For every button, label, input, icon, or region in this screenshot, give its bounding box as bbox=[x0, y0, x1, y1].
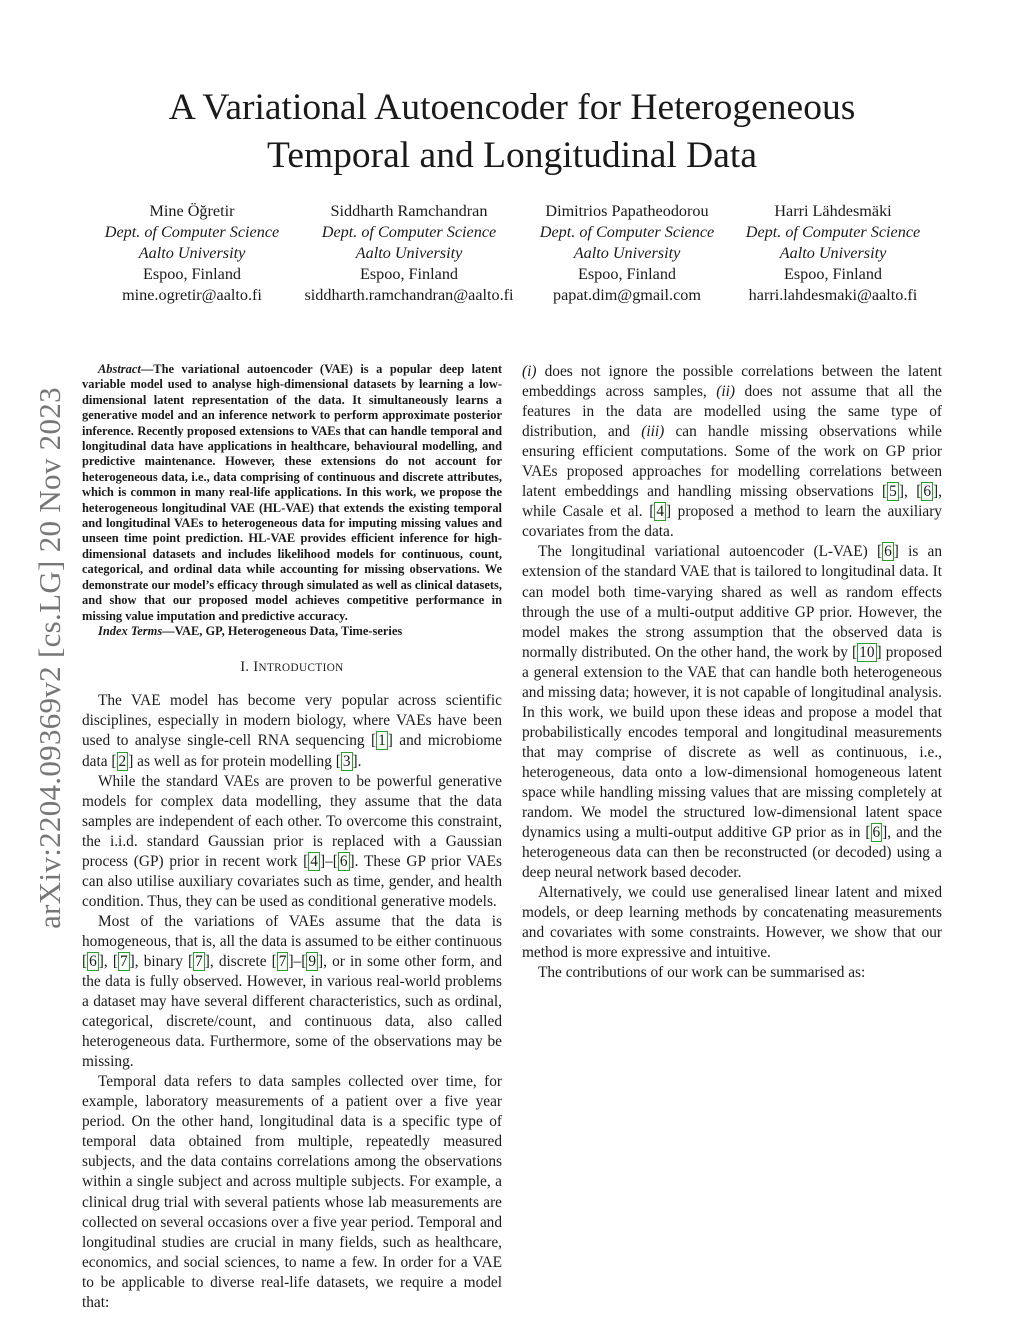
citation-link[interactable]: 6 bbox=[884, 543, 892, 561]
left-column bbox=[82, 362, 502, 1313]
author-location: Espoo, Finland bbox=[359, 265, 459, 283]
right-column bbox=[522, 362, 942, 983]
citation-link[interactable]: 3 bbox=[342, 752, 351, 770]
author-department: Dept. of Computer Science bbox=[745, 223, 921, 241]
citation-link[interactable]: 1 bbox=[378, 732, 386, 750]
author-block bbox=[0, 201, 1024, 311]
author-location: Espoo, Finland bbox=[783, 265, 883, 283]
author-name: Mine Öğretir bbox=[149, 202, 235, 220]
index-terms-dash: — bbox=[162, 623, 175, 638]
arxiv-identifier-text: arXiv:2204.09369v2 [cs.LG] 20 Nov 2023 bbox=[32, 387, 67, 929]
abstract-label: Abstract bbox=[98, 362, 141, 376]
enumeration-marker: (i) bbox=[522, 363, 537, 380]
text-run: as well as for protein modelling bbox=[133, 752, 336, 770]
citation-link[interactable]: 7 bbox=[195, 952, 203, 970]
author-name: Harri Lähdesmäki bbox=[774, 202, 892, 220]
text-run: . These GP prior VAEs can also utilise auxiliary covariates such as time, gender, and health condition. Thus, they can be used as conditional generative models. bbox=[82, 852, 502, 910]
text-run: The VAE model has become very popular across scientific disciplines, especially in modern biology, where VAEs have been used to analyse single-cell RNA sequencing bbox=[82, 692, 502, 750]
abstract-text: The variational autoencoder (VAE) is a popular deep latent variable model used to analyse high-dimensional datasets by learning a low-dimensional latent representation of the data. It simultaneously learns a generative model and an inference network to perform approximate posterior inference. Recently proposed extensions to VAEs that can handle temporal and longitudinal data have applications in healthcare, behavioural modelling, and predictive maintenance. However, these extensions do not account for heterogeneous data, i.e., data comprising of continuous and discrete attributes, which is common in many real-life applications. In this work, we propose the heterogeneous longitudinal VAE (HL-VAE) that extends the existing temporal and longitudinal VAEs to heterogeneous data for imputing missing values and unseen time point prediction. HL-VAE provides efficient inference for high-dimensional datasets and includes likelihood models for continuous, count, categorical, and ordinal data while accounting for missing observations. We demonstrate our model’s efficacy through simulated as well as clinical datasets, and show that our proposed model achieves competitive performance in missing value imputation and predictive accuracy. bbox=[82, 362, 502, 623]
text-run: can handle missing observations while ensuring efficient computations. Some of the work on GP prior VAEs proposed approaches for modelling correlations between latent embeddings and handling missing observations bbox=[522, 423, 942, 501]
author-department: Dept. of Computer Science bbox=[321, 223, 497, 241]
author-university: Aalto University bbox=[573, 244, 681, 262]
text-run: , binary bbox=[134, 952, 188, 970]
section-heading-introduction bbox=[82, 657, 502, 678]
author-email: siddharth.ramchandran@aalto.fi bbox=[304, 286, 514, 304]
index-terms-label: Index Terms bbox=[98, 623, 163, 638]
citation-link[interactable]: 6 bbox=[339, 852, 348, 870]
abstract bbox=[82, 362, 502, 624]
text-run: does not ignore the possible correlations between the latent embeddings across samples, bbox=[522, 363, 942, 401]
arxiv-identifier-stamp bbox=[30, 348, 70, 968]
text-run: , discrete bbox=[209, 952, 272, 970]
index-terms-text: VAE, GP, Heterogeneous Data, Time-series bbox=[174, 623, 403, 638]
author-location: Espoo, Finland bbox=[577, 265, 677, 283]
text-run: , and the heterogeneous data can then be reconstructed (or decoded) using a deep neural network based decoder. bbox=[522, 824, 942, 882]
enumeration-marker: (ii) bbox=[716, 383, 736, 401]
author-2 bbox=[296, 201, 522, 306]
text-run: proposed a method to learn the auxiliary covariates from the data. bbox=[522, 503, 942, 541]
citation-link[interactable]: 6 bbox=[923, 483, 932, 501]
citation-link[interactable]: 7 bbox=[278, 952, 287, 970]
citation-link[interactable]: 2 bbox=[118, 752, 127, 770]
intro-paragraph-7 bbox=[522, 963, 942, 983]
author-department: Dept. of Computer Science bbox=[539, 223, 715, 241]
citation-link[interactable]: 4 bbox=[656, 503, 664, 521]
text-run: While the standard VAEs are proven to be powerful generative models for complex data modelling, they assume that the data samples are independent of each other. To overcome this constraint, the i.i.d. standard Gaussian prior is replaced with a Gaussian process (GP) prior in recent work bbox=[82, 772, 502, 870]
section-numeral: I. bbox=[240, 659, 254, 676]
text-run: Most of the variations of VAEs assume that the data is homogeneous, that is, all the data is assumed to be either continuous bbox=[82, 912, 502, 950]
author-4 bbox=[725, 201, 941, 306]
author-university: Aalto University bbox=[355, 244, 463, 262]
text-run: The contributions of our work can be summarised as: bbox=[538, 964, 866, 982]
author-email: papat.dim@gmail.com bbox=[553, 286, 701, 304]
text-run: , while Casale et al. bbox=[522, 483, 942, 521]
author-university: Aalto University bbox=[138, 244, 246, 262]
citation-link[interactable]: 5 bbox=[889, 483, 897, 501]
title-line-2: Temporal and Longitudinal Data bbox=[267, 135, 757, 176]
author-1 bbox=[84, 201, 300, 306]
text-run: does not assume that all the features in the data are modelled using the same type of distribution, and bbox=[522, 383, 942, 441]
text-run: Alternatively, we could use generalised linear latent and mixed models, or deep learning methods by concatenating measurements and covariates with some constraints. However, we show that our method is more expressive and intuitive. bbox=[522, 884, 942, 962]
citation-link[interactable]: 9 bbox=[308, 952, 317, 970]
text-run: . bbox=[357, 752, 362, 770]
intro-paragraph-2: While the standard VAEs are proven to be powerful generative models for complex data modelling, they assume that the data samples are independent of each other. To overcome this constraint, the i.i.d. standard Gaussian prior is replaced with a Gaussian process (GP) prior in recent work [ 4 ]–[ 6 ]. These GP prior VAEs can also utilise auxiliary covariates such as time, gender, and health condition. Thus, they can be used as conditional generative models. bbox=[82, 772, 502, 910]
section-title-rest: NTRODUCTION bbox=[258, 662, 344, 675]
text-run: is an extension of the standard VAE that is tailored to longitudinal data. It can model both time-varying shared as well as random effects through the use of a multi-output additive GP prior. However, the model makes the strong assumption that the observed data is normally distributed. On the other hand, the work by bbox=[522, 543, 943, 661]
author-department: Dept. of Computer Science bbox=[104, 223, 280, 241]
citation-link[interactable]: 4 bbox=[310, 852, 318, 870]
author-name: Siddharth Ramchandran bbox=[330, 202, 488, 220]
author-location: Espoo, Finland bbox=[142, 265, 242, 283]
text-run: , bbox=[103, 952, 113, 970]
text-run: and microbiome data bbox=[82, 732, 502, 770]
intro-paragraph-4-continued: (i) does not ignore the possible correlations between the latent embeddings across samples, (ii) does not assume that all the features in the data are modelled using the same type of distribution, and (iii) can handle missing observations while ensuring efficient computations. Some of the work on GP prior VAEs proposed approaches for modelling correlations between latent embeddings and handling missing observations [ 5 ], [ 6 ], while Casale et al. [ 4 ] proposed a method to learn the auxiliary covariates from the data. bbox=[522, 363, 942, 541]
text-run: , or in some other form, and the data is fully observed. However, in various real-world problems a dataset may have several different characteristics, such as ordinal, categorical, discrete/count, and continuous data, also called heterogeneous data. Furthermore, some of the observations may be missing. bbox=[82, 952, 502, 1071]
text-run: – bbox=[293, 952, 302, 970]
author-name: Dimitrios Papatheodorou bbox=[545, 202, 709, 220]
author-email: mine.ogretir@aalto.fi bbox=[122, 286, 262, 304]
citation-link[interactable]: 7 bbox=[119, 952, 128, 970]
title-line-1: A Variational Autoencoder for Heterogeneous bbox=[168, 87, 856, 128]
text-run: – bbox=[325, 852, 333, 870]
text-run: The longitudinal variational autoencoder (L-VAE) bbox=[538, 543, 877, 561]
author-email: harri.lahdesmaki@aalto.fi bbox=[748, 286, 918, 304]
text-run: , bbox=[903, 483, 917, 501]
citation-link[interactable]: 6 bbox=[872, 824, 881, 842]
paper-title bbox=[100, 84, 924, 180]
index-terms bbox=[82, 624, 502, 639]
citation-link[interactable]: 6 bbox=[89, 952, 97, 970]
citation-link[interactable]: 10 bbox=[859, 643, 875, 661]
enumeration-marker: (iii) bbox=[641, 423, 665, 441]
intro-paragraph-6 bbox=[522, 883, 942, 963]
text-run: proposed a general extension to the VAE that can handle both heterogeneous and missing data; however, it is not capable of longitudinal analysis. In this work, we build upon these ideas and propose a model that probabilistically encodes temporal and longitudinal measurements that may comprise of discrete as well as continuous, i.e., heterogeneous, data onto a low-dimensional homogeneous latent space while handling missing values that are missing completely at random. We model the structured low-dimensional latent space dynamics using a multi-output additive GP prior as in bbox=[522, 643, 942, 842]
section-initial: I bbox=[253, 659, 259, 676]
author-university: Aalto University bbox=[779, 244, 887, 262]
intro-paragraph-5: The longitudinal variational autoencoder (L-VAE) [ 6 ] is an extension of the standard VAE that is tailored to longitudinal data. It can model both time-varying shared as well as random effects through the use of a multi-output additive GP prior. However, the model makes the strong assumption that the observed data is normally distributed. On the other hand, the work by [ 10 ] proposed a general extension to the VAE that can handle both heterogeneous and missing data; however, it is not capable of longitudinal analysis. In this work, we build upon these ideas and propose a model that probabilistically encodes temporal and longitudinal measurements that may comprise of discrete as well as continuous, i.e., heterogeneous, data onto a low-dimensional homogeneous latent space while handling missing values that are missing completely at random. We model the structured low-dimensional latent space dynamics using a multi-output additive GP prior as in [ 6 ], and the heterogeneous data can then be reconstructed (or decoded) using a deep neural network based decoder. bbox=[522, 543, 943, 882]
abstract-dash: — bbox=[140, 362, 154, 376]
intro-paragraph-1: The VAE model has become very popular across scientific disciplines, especially in modern biology, where VAEs have been used to analyse single-cell RNA sequencing [ 1 ] and microbiome data [ 2 ] as well as for protein modelling [ 3 ]. bbox=[82, 692, 502, 770]
intro-paragraph-3: Most of the variations of VAEs assume that the data is homogeneous, that is, all the data is assumed to be either continuous [ 6 ], [ 7 ], binary [ 7 ], discrete [ 7 ]–[ 9 ], or in some other form, and the data is fully observed. However, in various real-world problems a dataset may have several different characteristics, such as ordinal, categorical, discrete/count, and continuous data, also called heterogeneous data. Furthermore, some of the observations may be missing. bbox=[82, 912, 502, 1071]
text-run: Temporal data refers to data samples collected over time, for example, laboratory measurements of a patient over a five year period. On the other hand, longitudinal data is a specific type of temporal data obtained from multiple, repeatedly measured subjects, and the data contains correlations among the observations within a single subject and across multiple subjects. For example, a clinical drug trial with several patients whose lab measurements are collected on several occasions over a five year period. Temporal and longitudinal studies are crucial in many fields, such as healthcare, economics, and social sciences, to name a few. In order for a VAE to be applicable to diverse real-life datasets, we require a model that: bbox=[82, 1073, 502, 1311]
author-3 bbox=[519, 201, 735, 306]
intro-paragraph-4-start bbox=[82, 1072, 502, 1313]
